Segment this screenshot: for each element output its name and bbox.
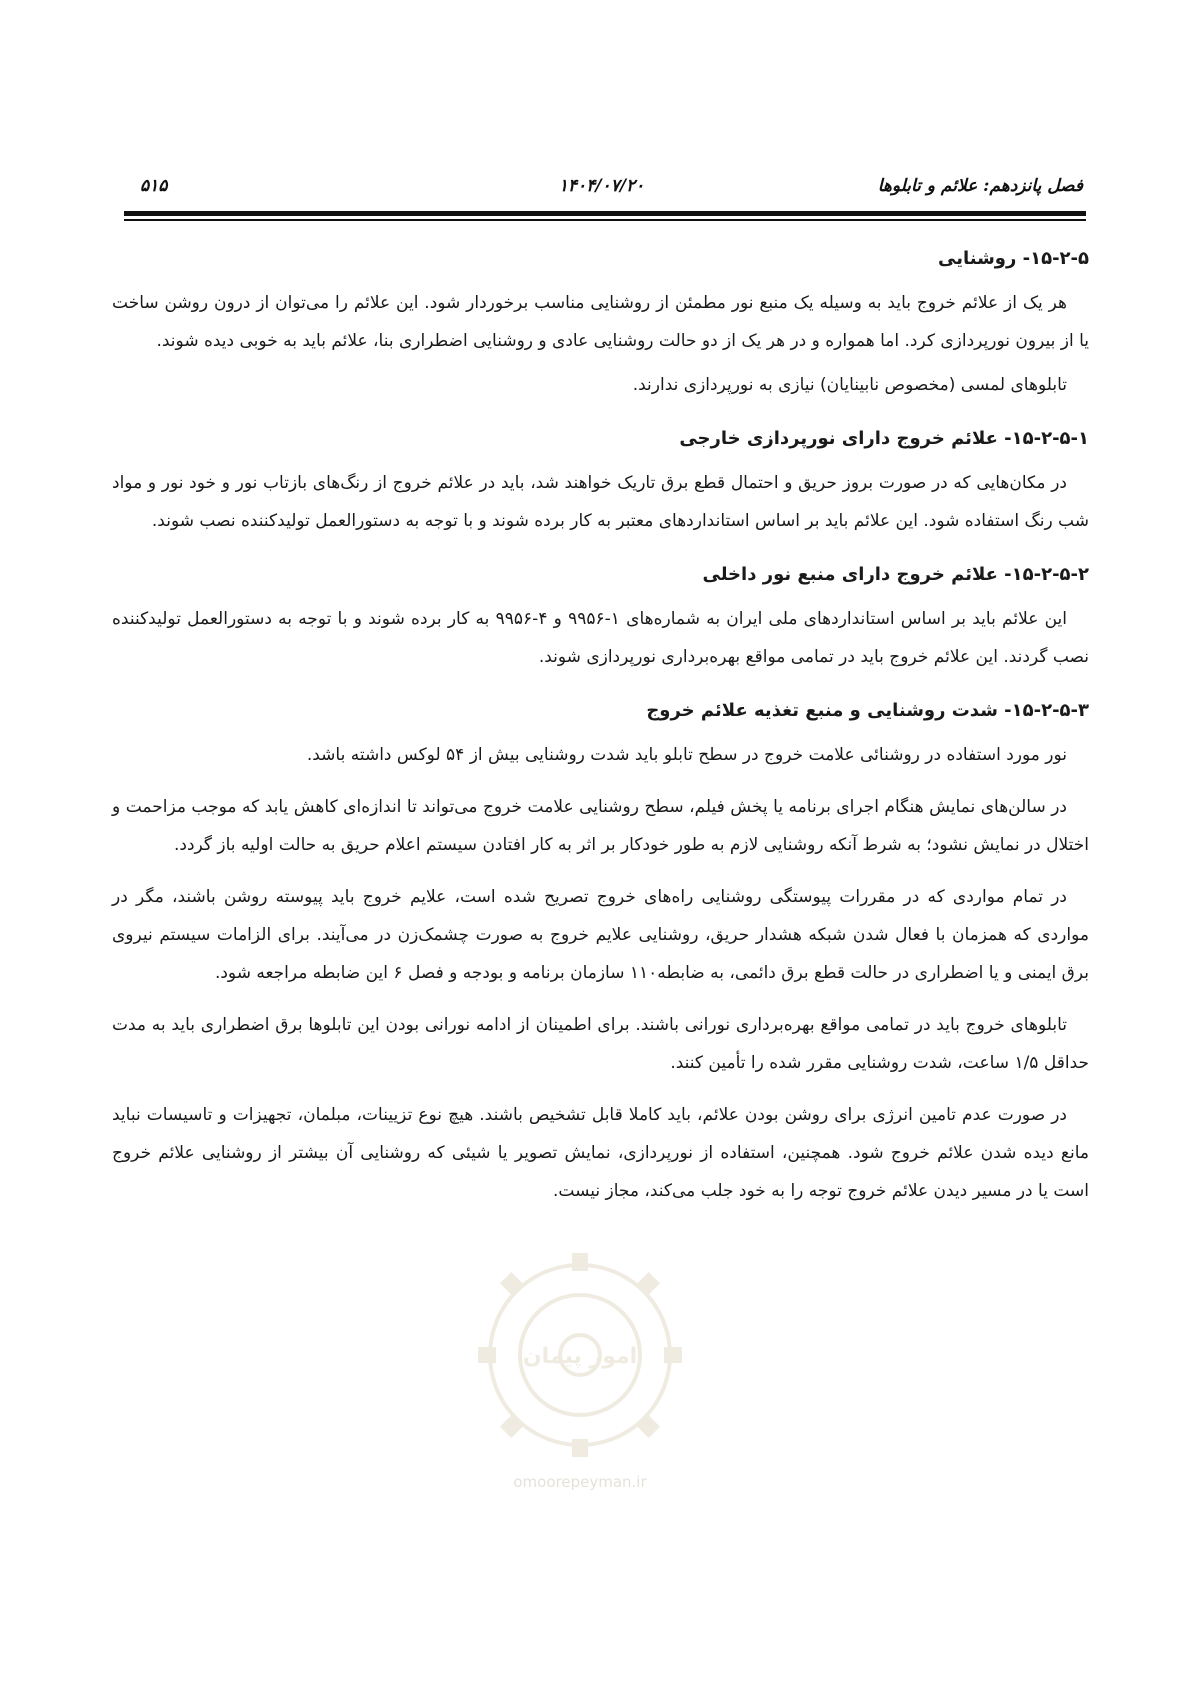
paragraph: هر یک از علائم خروج باید به وسیله یک منبع نور مطمئن از روشنایی مناسب برخوردار شود. این علائم را می‌توان از درون روشن ساخت یا از بیرون نورپردازی کرد. اما همواره و در هر یک از دو حالت روشنایی عادی و روشنایی اضطراری بنا، علائم باید به خوبی دیده شوند. [112, 293, 1089, 351]
paragraph: تابلوهای لمسی (مخصوص نابینایان) نیازی به نورپردازی ندارند. [632, 375, 1067, 395]
paragraph: نور مورد استفاده در روشنائی علامت خروج در سطح تابلو باید شدت روشنایی بیش از ۵۴ لوکس داشته باشد. [306, 745, 1067, 765]
header-rule-thin [124, 219, 1086, 221]
paragraph: در مکان‌هایی که در صورت بروز حریق و احتمال قطع برق تاریک خواهند شد، باید در علائم خروج از رنگ‌های بازتاب نور و خود نور و مواد شب رنگ استفاده شود. این علائم باید بر اساس استانداردهای معتبر به کار برده شوند و با توجه به دستورالعمل تولیدکننده نصب شوند. [112, 473, 1089, 531]
header-date: ۱۴۰۴/۰۷/۲۰ [558, 176, 645, 196]
paragraph: این علائم باید بر اساس استانداردهای ملی ایران به شماره‌های ۱-۹۹۵۶ و ۴-۹۹۵۶ به کار برده شوند و با توجه به دستورالعمل تولیدکننده نصب گردند. این علائم خروج باید در تمامی مواقع بهره‌برداری نورپردازی شوند. [112, 609, 1089, 667]
section-heading-external-lighting: ۱۵-۲-۵-۱- علائم خروج دارای نورپردازی خارجی [679, 428, 1089, 449]
document-body [112, 244, 1089, 1210]
paragraph: در سالن‌های نمایش هنگام اجرای برنامه یا پخش فیلم، سطح روشنایی علامت خروج می‌تواند تا اندازه‌ای کاهش یابد که موجب مزاحمت و اختلال در نمایش نشود؛ به شرط آنکه روشنایی لازم به طور خودکار بر اثر به کار افتادن سیستم اعلام حریق به حالت اولیه باز گردد. [112, 797, 1089, 855]
header-rule-thick [124, 211, 1086, 216]
paragraph: در صورت عدم تامین انرژی برای روشن بودن علائم، باید کاملا قابل تشخیص باشند. هیچ نوع تزیینات، مبلمان، تجهیزات و تاسیسات نباید مانع دیده شدن علائم خروج شود. همچنین، استفاده از نورپردازی، نمایش تصویر یا شیئی که روشنایی آن بیشتر از روشنایی علائم خروج است یا در مسیر دیدن علائم خروج توجه را به خود جلب می‌کند، مجاز نیست. [112, 1105, 1089, 1201]
section-heading-intensity-power: ۱۵-۲-۵-۳- شدت روشنایی و منبع تغذیه علائم خروج [646, 700, 1089, 721]
page-number: ۵۱۵ [140, 176, 168, 196]
paragraph: تابلوهای خروج باید در تمامی مواقع بهره‌برداری نورانی باشند. برای اطمینان از ادامه نورانی بودن این تابلوها برق اضطراری باید به مدت حداقل ۱/۵ ساعت، شدت روشنایی مقرر شده را تأمین کنند. [112, 1015, 1089, 1073]
chapter-title: فصل پانزدهم: علائم و تابلوها [877, 176, 1083, 196]
page-header [120, 172, 1083, 208]
watermark-logo-text: امور پیمان [522, 1344, 638, 1369]
watermark-site: omoorepeyman.ir [513, 1473, 647, 1491]
gear-emblem-icon [470, 1245, 690, 1475]
section-heading-lighting: ۱۵-۲-۵- روشنایی [938, 248, 1089, 269]
section-heading-internal-light-source: ۱۵-۲-۵-۲- علائم خروج دارای منبع نور داخلی [702, 564, 1089, 585]
watermark-logo [470, 1245, 690, 1505]
paragraph: در تمام مواردی که در مقررات پیوستگی روشنایی راه‌های خروج تصریح شده است، علایم خروج باید پیوسته روشن باشند، مگر در مواردی که همزمان با فعال شدن شبکه هشدار حریق، روشنایی علایم خروج به صورت چشمک‌زن در می‌آیند. برای الزامات سیستم نیروی برق ایمنی و یا اضطراری در حالت قطع برق دائمی، به ضابطه۱۱۰ سازمان برنامه و بودجه و فصل ۶ این ضابطه مراجعه شود. [112, 887, 1089, 983]
